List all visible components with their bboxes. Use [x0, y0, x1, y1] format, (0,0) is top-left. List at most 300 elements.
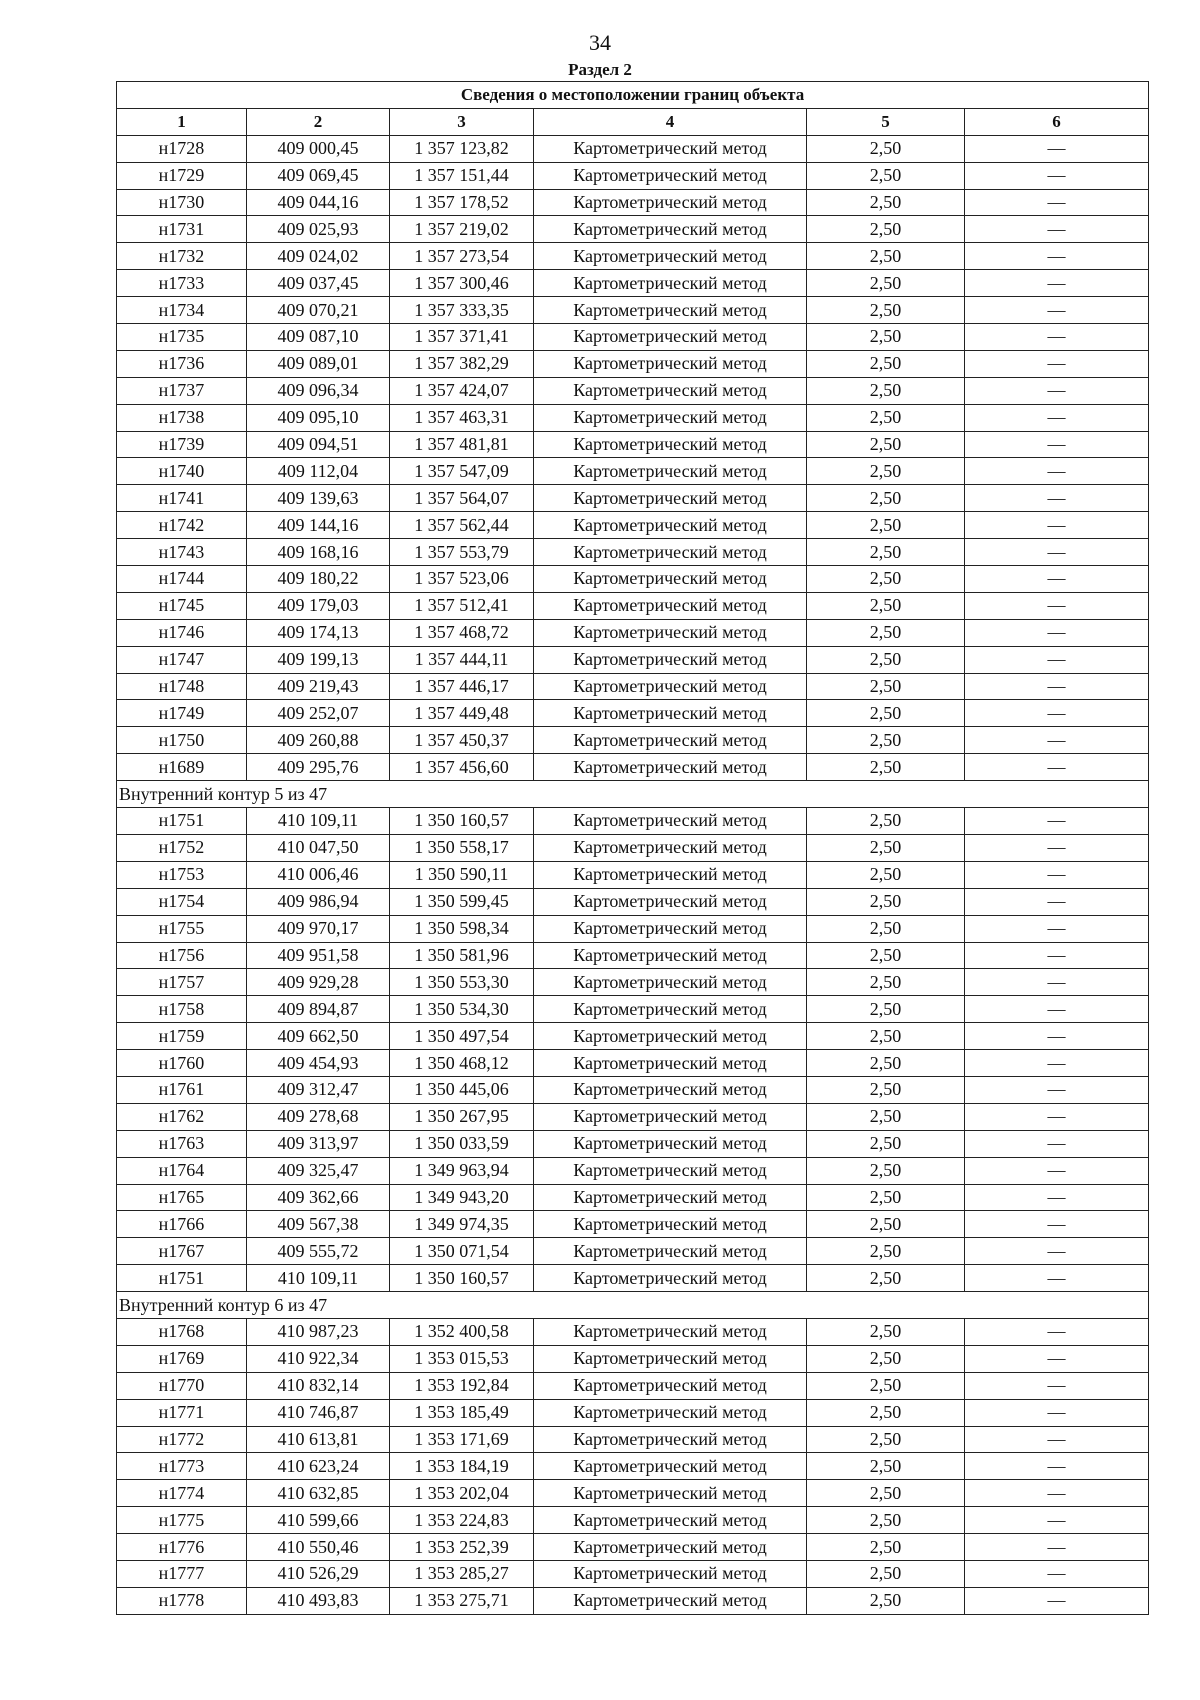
- x-coordinate-cell: 409 174,13: [247, 619, 390, 646]
- x-coordinate-cell: 409 180,22: [247, 566, 390, 593]
- accuracy-cell: 2,50: [807, 996, 965, 1023]
- point-id-cell: н1749: [117, 700, 247, 727]
- x-coordinate-cell: 409 144,16: [247, 512, 390, 539]
- x-coordinate-cell: 409 025,93: [247, 216, 390, 243]
- x-coordinate-cell: 410 632,85: [247, 1480, 390, 1507]
- accuracy-cell: 2,50: [807, 1507, 965, 1534]
- y-coordinate-cell: 1 357 371,41: [390, 324, 534, 351]
- note-cell: —: [965, 1372, 1149, 1399]
- table-row: [117, 1050, 1149, 1077]
- y-coordinate-cell: 1 350 033,59: [390, 1130, 534, 1157]
- accuracy-cell: 2,50: [807, 1426, 965, 1453]
- method-cell: Картометрический метод: [534, 297, 807, 324]
- point-id-cell: н1760: [117, 1050, 247, 1077]
- y-coordinate-cell: 1 357 449,48: [390, 700, 534, 727]
- accuracy-cell: 2,50: [807, 485, 965, 512]
- table-row: [117, 1238, 1149, 1265]
- column-header: 2: [247, 108, 390, 135]
- accuracy-cell: 2,50: [807, 324, 965, 351]
- x-coordinate-cell: 409 929,28: [247, 969, 390, 996]
- x-coordinate-cell: 410 613,81: [247, 1426, 390, 1453]
- accuracy-cell: 2,50: [807, 1560, 965, 1587]
- point-id-cell: н1755: [117, 915, 247, 942]
- y-coordinate-cell: 1 353 184,19: [390, 1453, 534, 1480]
- method-cell: Картометрический метод: [534, 539, 807, 566]
- accuracy-cell: 2,50: [807, 754, 965, 781]
- x-coordinate-cell: 409 362,66: [247, 1184, 390, 1211]
- point-id-cell: н1751: [117, 808, 247, 835]
- x-coordinate-cell: 409 951,58: [247, 942, 390, 969]
- accuracy-cell: 2,50: [807, 216, 965, 243]
- x-coordinate-cell: 409 252,07: [247, 700, 390, 727]
- y-coordinate-cell: 1 350 267,95: [390, 1103, 534, 1130]
- method-cell: Картометрический метод: [534, 404, 807, 431]
- accuracy-cell: 2,50: [807, 1345, 965, 1372]
- point-id-cell: н1736: [117, 350, 247, 377]
- point-id-cell: н1774: [117, 1480, 247, 1507]
- method-cell: Картометрический метод: [534, 1211, 807, 1238]
- table-row: [117, 189, 1149, 216]
- table-row: [117, 1211, 1149, 1238]
- method-cell: Картометрический метод: [534, 566, 807, 593]
- table-row: [117, 888, 1149, 915]
- method-cell: Картометрический метод: [534, 1534, 807, 1561]
- y-coordinate-cell: 1 350 553,30: [390, 969, 534, 996]
- accuracy-cell: 2,50: [807, 1238, 965, 1265]
- y-coordinate-cell: 1 357 382,29: [390, 350, 534, 377]
- table-row: [117, 485, 1149, 512]
- point-id-cell: н1763: [117, 1130, 247, 1157]
- accuracy-cell: 2,50: [807, 1023, 965, 1050]
- method-cell: Картометрический метод: [534, 216, 807, 243]
- point-id-cell: н1734: [117, 297, 247, 324]
- table-row: [117, 619, 1149, 646]
- y-coordinate-cell: 1 350 590,11: [390, 861, 534, 888]
- method-cell: Картометрический метод: [534, 619, 807, 646]
- accuracy-cell: 2,50: [807, 592, 965, 619]
- table-row: [117, 942, 1149, 969]
- y-coordinate-cell: 1 350 599,45: [390, 888, 534, 915]
- note-cell: —: [965, 1103, 1149, 1130]
- x-coordinate-cell: 409 555,72: [247, 1238, 390, 1265]
- note-cell: —: [965, 485, 1149, 512]
- method-cell: Картометрический метод: [534, 189, 807, 216]
- point-id-cell: н1765: [117, 1184, 247, 1211]
- note-cell: —: [965, 1023, 1149, 1050]
- method-cell: Картометрический метод: [534, 834, 807, 861]
- x-coordinate-cell: 409 094,51: [247, 431, 390, 458]
- table-row: [117, 1372, 1149, 1399]
- table-row: [117, 592, 1149, 619]
- table-body: [117, 135, 1149, 1614]
- page-number: 34: [589, 30, 611, 55]
- x-coordinate-cell: 410 987,23: [247, 1318, 390, 1345]
- y-coordinate-cell: 1 350 581,96: [390, 942, 534, 969]
- note-cell: —: [965, 1587, 1149, 1614]
- accuracy-cell: 2,50: [807, 942, 965, 969]
- note-cell: —: [965, 942, 1149, 969]
- accuracy-cell: 2,50: [807, 539, 965, 566]
- accuracy-cell: 2,50: [807, 1184, 965, 1211]
- table-row: [117, 1184, 1149, 1211]
- point-id-cell: н1748: [117, 673, 247, 700]
- point-id-cell: н1739: [117, 431, 247, 458]
- method-cell: Картометрический метод: [534, 754, 807, 781]
- y-coordinate-cell: 1 357 481,81: [390, 431, 534, 458]
- method-cell: Картометрический метод: [534, 350, 807, 377]
- note-cell: —: [965, 431, 1149, 458]
- method-cell: Картометрический метод: [534, 808, 807, 835]
- note-cell: —: [965, 1507, 1149, 1534]
- table-row: [117, 270, 1149, 297]
- column-header: 3: [390, 108, 534, 135]
- method-cell: Картометрический метод: [534, 942, 807, 969]
- table-row: [117, 404, 1149, 431]
- accuracy-cell: 2,50: [807, 673, 965, 700]
- accuracy-cell: 2,50: [807, 1265, 965, 1292]
- accuracy-cell: 2,50: [807, 243, 965, 270]
- table-row: [117, 512, 1149, 539]
- column-header: 1: [117, 108, 247, 135]
- accuracy-cell: 2,50: [807, 1372, 965, 1399]
- point-id-cell: н1771: [117, 1399, 247, 1426]
- note-cell: —: [965, 1265, 1149, 1292]
- point-id-cell: н1777: [117, 1560, 247, 1587]
- x-coordinate-cell: 409 260,88: [247, 727, 390, 754]
- x-coordinate-cell: 409 112,04: [247, 458, 390, 485]
- x-coordinate-cell: 410 832,14: [247, 1372, 390, 1399]
- y-coordinate-cell: 1 357 564,07: [390, 485, 534, 512]
- y-coordinate-cell: 1 357 450,37: [390, 727, 534, 754]
- method-cell: Картометрический метод: [534, 673, 807, 700]
- table-row: [117, 1453, 1149, 1480]
- y-coordinate-cell: 1 350 558,17: [390, 834, 534, 861]
- table-row: [117, 1426, 1149, 1453]
- x-coordinate-cell: 409 095,10: [247, 404, 390, 431]
- point-id-cell: н1768: [117, 1318, 247, 1345]
- y-coordinate-cell: 1 357 512,41: [390, 592, 534, 619]
- note-cell: —: [965, 135, 1149, 162]
- note-cell: —: [965, 1426, 1149, 1453]
- table-row: [117, 350, 1149, 377]
- table-row: [117, 996, 1149, 1023]
- table-row: [117, 377, 1149, 404]
- method-cell: Картометрический метод: [534, 458, 807, 485]
- x-coordinate-cell: 409 295,76: [247, 754, 390, 781]
- accuracy-cell: 2,50: [807, 969, 965, 996]
- x-coordinate-cell: 410 526,29: [247, 1560, 390, 1587]
- method-cell: Картометрический метод: [534, 700, 807, 727]
- point-id-cell: н1752: [117, 834, 247, 861]
- note-cell: —: [965, 1211, 1149, 1238]
- point-id-cell: н1738: [117, 404, 247, 431]
- table-row: [117, 1345, 1149, 1372]
- x-coordinate-cell: 409 199,13: [247, 646, 390, 673]
- point-id-cell: н1751: [117, 1265, 247, 1292]
- method-cell: Картометрический метод: [534, 915, 807, 942]
- note-cell: —: [965, 216, 1149, 243]
- method-cell: Картометрический метод: [534, 243, 807, 270]
- point-id-cell: н1743: [117, 539, 247, 566]
- method-cell: Картометрический метод: [534, 1076, 807, 1103]
- method-cell: Картометрический метод: [534, 485, 807, 512]
- x-coordinate-cell: 409 325,47: [247, 1157, 390, 1184]
- y-coordinate-cell: 1 357 333,35: [390, 297, 534, 324]
- accuracy-cell: 2,50: [807, 1076, 965, 1103]
- y-coordinate-cell: 1 350 160,57: [390, 808, 534, 835]
- y-coordinate-cell: 1 357 178,52: [390, 189, 534, 216]
- method-cell: Картометрический метод: [534, 1157, 807, 1184]
- note-cell: —: [965, 1399, 1149, 1426]
- x-coordinate-cell: 409 087,10: [247, 324, 390, 351]
- note-cell: —: [965, 727, 1149, 754]
- accuracy-cell: 2,50: [807, 808, 965, 835]
- y-coordinate-cell: 1 357 446,17: [390, 673, 534, 700]
- point-id-cell: н1764: [117, 1157, 247, 1184]
- table-row: [117, 458, 1149, 485]
- y-coordinate-cell: 1 353 171,69: [390, 1426, 534, 1453]
- point-id-cell: н1741: [117, 485, 247, 512]
- x-coordinate-cell: 409 567,38: [247, 1211, 390, 1238]
- x-coordinate-cell: 410 047,50: [247, 834, 390, 861]
- x-coordinate-cell: 409 000,45: [247, 135, 390, 162]
- y-coordinate-cell: 1 349 974,35: [390, 1211, 534, 1238]
- accuracy-cell: 2,50: [807, 297, 965, 324]
- table-row: [117, 1399, 1149, 1426]
- method-cell: Картометрический метод: [534, 1345, 807, 1372]
- note-cell: —: [965, 189, 1149, 216]
- method-cell: Картометрический метод: [534, 969, 807, 996]
- table-row: [117, 1318, 1149, 1345]
- accuracy-cell: 2,50: [807, 566, 965, 593]
- table-row: [117, 1480, 1149, 1507]
- note-cell: —: [965, 512, 1149, 539]
- x-coordinate-cell: 410 550,46: [247, 1534, 390, 1561]
- point-id-cell: н1742: [117, 512, 247, 539]
- x-coordinate-cell: 409 069,45: [247, 162, 390, 189]
- method-cell: Картометрический метод: [534, 1587, 807, 1614]
- method-cell: Картометрический метод: [534, 996, 807, 1023]
- y-coordinate-cell: 1 357 463,31: [390, 404, 534, 431]
- column-header-row: [117, 108, 1149, 135]
- x-coordinate-cell: 409 089,01: [247, 350, 390, 377]
- y-coordinate-cell: 1 357 219,02: [390, 216, 534, 243]
- x-coordinate-cell: 409 044,16: [247, 189, 390, 216]
- note-cell: —: [965, 808, 1149, 835]
- note-cell: —: [965, 377, 1149, 404]
- point-id-cell: н1772: [117, 1426, 247, 1453]
- accuracy-cell: 2,50: [807, 1453, 965, 1480]
- note-cell: —: [965, 1050, 1149, 1077]
- method-cell: Картометрический метод: [534, 1130, 807, 1157]
- accuracy-cell: 2,50: [807, 1534, 965, 1561]
- x-coordinate-cell: 409 139,63: [247, 485, 390, 512]
- y-coordinate-cell: 1 349 963,94: [390, 1157, 534, 1184]
- table-row: [117, 700, 1149, 727]
- y-coordinate-cell: 1 357 424,07: [390, 377, 534, 404]
- y-coordinate-cell: 1 350 071,54: [390, 1238, 534, 1265]
- note-cell: —: [965, 834, 1149, 861]
- accuracy-cell: 2,50: [807, 189, 965, 216]
- point-id-cell: н1747: [117, 646, 247, 673]
- x-coordinate-cell: 409 024,02: [247, 243, 390, 270]
- note-cell: —: [965, 619, 1149, 646]
- accuracy-cell: 2,50: [807, 1318, 965, 1345]
- method-cell: Картометрический метод: [534, 270, 807, 297]
- accuracy-cell: 2,50: [807, 162, 965, 189]
- y-coordinate-cell: 1 350 497,54: [390, 1023, 534, 1050]
- point-id-cell: н1750: [117, 727, 247, 754]
- table-row: [117, 162, 1149, 189]
- y-coordinate-cell: 1 357 123,82: [390, 135, 534, 162]
- section-title: Раздел 2: [568, 60, 632, 79]
- x-coordinate-cell: 409 313,97: [247, 1130, 390, 1157]
- method-cell: Картометрический метод: [534, 1023, 807, 1050]
- point-id-cell: н1767: [117, 1238, 247, 1265]
- accuracy-cell: 2,50: [807, 915, 965, 942]
- point-id-cell: н1731: [117, 216, 247, 243]
- method-cell: Картометрический метод: [534, 162, 807, 189]
- y-coordinate-cell: 1 357 468,72: [390, 619, 534, 646]
- method-cell: Картометрический метод: [534, 888, 807, 915]
- x-coordinate-cell: 409 219,43: [247, 673, 390, 700]
- y-coordinate-cell: 1 353 015,53: [390, 1345, 534, 1372]
- column-header: 4: [534, 108, 807, 135]
- point-id-cell: н1778: [117, 1587, 247, 1614]
- accuracy-cell: 2,50: [807, 512, 965, 539]
- method-cell: Картометрический метод: [534, 1426, 807, 1453]
- note-cell: —: [965, 1560, 1149, 1587]
- x-coordinate-cell: 410 623,24: [247, 1453, 390, 1480]
- x-coordinate-cell: 409 986,94: [247, 888, 390, 915]
- table-row: [117, 1103, 1149, 1130]
- note-cell: —: [965, 1453, 1149, 1480]
- note-cell: —: [965, 162, 1149, 189]
- y-coordinate-cell: 1 357 300,46: [390, 270, 534, 297]
- method-cell: Картометрический метод: [534, 1399, 807, 1426]
- method-cell: Картометрический метод: [534, 861, 807, 888]
- column-header: 6: [965, 108, 1149, 135]
- point-id-cell: н1733: [117, 270, 247, 297]
- x-coordinate-cell: 409 312,47: [247, 1076, 390, 1103]
- method-cell: Картометрический метод: [534, 1480, 807, 1507]
- y-coordinate-cell: 1 357 444,11: [390, 646, 534, 673]
- accuracy-cell: 2,50: [807, 1480, 965, 1507]
- accuracy-cell: 2,50: [807, 1399, 965, 1426]
- point-id-cell: н1728: [117, 135, 247, 162]
- point-id-cell: н1754: [117, 888, 247, 915]
- method-cell: Картометрический метод: [534, 1560, 807, 1587]
- method-cell: Картометрический метод: [534, 1103, 807, 1130]
- point-id-cell: н1770: [117, 1372, 247, 1399]
- accuracy-cell: 2,50: [807, 727, 965, 754]
- table-row: [117, 1587, 1149, 1614]
- accuracy-cell: 2,50: [807, 646, 965, 673]
- table-row: [117, 969, 1149, 996]
- note-cell: —: [965, 539, 1149, 566]
- column-header: 5: [807, 108, 965, 135]
- point-id-cell: н1735: [117, 324, 247, 351]
- accuracy-cell: 2,50: [807, 834, 965, 861]
- note-cell: —: [965, 458, 1149, 485]
- accuracy-cell: 2,50: [807, 1103, 965, 1130]
- note-cell: —: [965, 1076, 1149, 1103]
- y-coordinate-cell: 1 349 943,20: [390, 1184, 534, 1211]
- note-cell: —: [965, 1130, 1149, 1157]
- table-row: [117, 216, 1149, 243]
- note-cell: —: [965, 1238, 1149, 1265]
- point-id-cell: н1769: [117, 1345, 247, 1372]
- point-id-cell: н1740: [117, 458, 247, 485]
- y-coordinate-cell: 1 353 224,83: [390, 1507, 534, 1534]
- point-id-cell: н1762: [117, 1103, 247, 1130]
- method-cell: Картометрический метод: [534, 324, 807, 351]
- note-cell: —: [965, 1534, 1149, 1561]
- note-cell: —: [965, 404, 1149, 431]
- note-cell: —: [965, 700, 1149, 727]
- method-cell: Картометрический метод: [534, 377, 807, 404]
- accuracy-cell: 2,50: [807, 377, 965, 404]
- y-coordinate-cell: 1 353 192,84: [390, 1372, 534, 1399]
- y-coordinate-cell: 1 357 151,44: [390, 162, 534, 189]
- note-cell: —: [965, 324, 1149, 351]
- table-row: [117, 243, 1149, 270]
- method-cell: Картометрический метод: [534, 135, 807, 162]
- contour-row: [117, 1292, 1149, 1319]
- method-cell: Картометрический метод: [534, 646, 807, 673]
- method-cell: Картометрический метод: [534, 1238, 807, 1265]
- point-id-cell: н1758: [117, 996, 247, 1023]
- x-coordinate-cell: 409 168,16: [247, 539, 390, 566]
- point-id-cell: н1775: [117, 1507, 247, 1534]
- x-coordinate-cell: 410 746,87: [247, 1399, 390, 1426]
- x-coordinate-cell: 409 037,45: [247, 270, 390, 297]
- x-coordinate-cell: 410 599,66: [247, 1507, 390, 1534]
- y-coordinate-cell: 1 352 400,58: [390, 1318, 534, 1345]
- point-id-cell: н1745: [117, 592, 247, 619]
- y-coordinate-cell: 1 357 523,06: [390, 566, 534, 593]
- note-cell: —: [965, 592, 1149, 619]
- y-coordinate-cell: 1 353 185,49: [390, 1399, 534, 1426]
- point-id-cell: н1730: [117, 189, 247, 216]
- x-coordinate-cell: 409 894,87: [247, 996, 390, 1023]
- point-id-cell: н1766: [117, 1211, 247, 1238]
- table-title: Сведения о местоположении границ объекта: [117, 82, 1149, 109]
- accuracy-cell: 2,50: [807, 1587, 965, 1614]
- y-coordinate-cell: 1 357 553,79: [390, 539, 534, 566]
- point-id-cell: н1737: [117, 377, 247, 404]
- y-coordinate-cell: 1 350 598,34: [390, 915, 534, 942]
- point-id-cell: н1729: [117, 162, 247, 189]
- y-coordinate-cell: 1 350 534,30: [390, 996, 534, 1023]
- note-cell: —: [965, 1345, 1149, 1372]
- note-cell: —: [965, 861, 1149, 888]
- x-coordinate-cell: 409 278,68: [247, 1103, 390, 1130]
- point-id-cell: н1757: [117, 969, 247, 996]
- note-cell: —: [965, 1157, 1149, 1184]
- y-coordinate-cell: 1 353 275,71: [390, 1587, 534, 1614]
- note-cell: —: [965, 297, 1149, 324]
- x-coordinate-cell: 409 179,03: [247, 592, 390, 619]
- x-coordinate-cell: 409 096,34: [247, 377, 390, 404]
- point-id-cell: н1689: [117, 754, 247, 781]
- table-row: [117, 431, 1149, 458]
- note-cell: —: [965, 566, 1149, 593]
- table-row: [117, 727, 1149, 754]
- x-coordinate-cell: 410 493,83: [247, 1587, 390, 1614]
- y-coordinate-cell: 1 353 285,27: [390, 1560, 534, 1587]
- accuracy-cell: 2,50: [807, 404, 965, 431]
